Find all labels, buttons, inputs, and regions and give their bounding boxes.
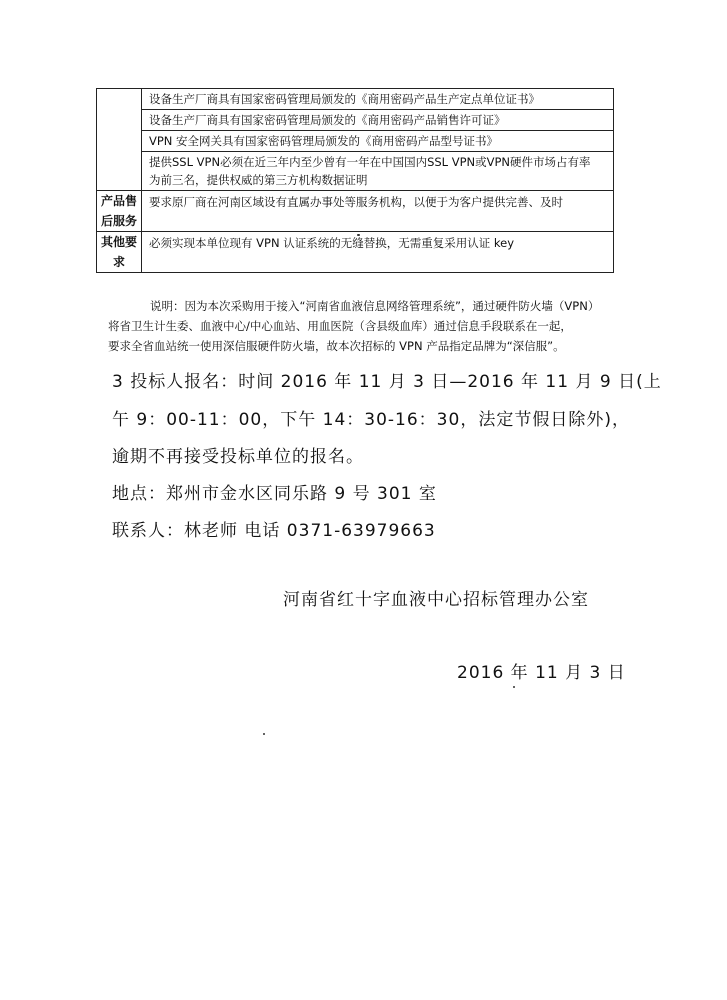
table-row [97,152,614,191]
note-line: 将省卫生计生委、血液中心/中心血站、用血医院（含县级血库）通过信息手段联系在一起， [108,319,572,333]
after-sales-label [97,191,142,232]
registration-time-line1: 3 投标人报名：时间 2016 年 11 月 3 日—2016 年 11 月 9 日(上 [112,372,662,392]
after-sales-label-line1: 产品售 [100,194,137,208]
table-row [97,89,614,110]
other-requirements-label-line2: 求 [112,255,125,269]
registration-contact: 联系人：林老师 电话 0371-63979663 [112,521,436,541]
other-requirements-label-line1: 其他要 [100,235,137,249]
other-requirements-label [97,232,142,273]
registration-time-line2: 午 9：00-11：00，下午 14：30-16：30，法定节假日除外)， [112,410,630,430]
table-row [97,110,614,131]
registration-deadline-note: 逾期不再接受投标单位的报名。 [112,447,364,467]
after-sales-label-line2: 后服务 [100,214,137,228]
issue-date: 2016 年 11 月 3 日 [457,663,626,683]
table-row [97,191,614,232]
table-row [97,131,614,152]
market-share-line2: 为前三名，提供权威的第三方机构数据证明 [149,173,368,187]
note-line: 要求全省血站统一使用深信服硬件防火墙，故本次招标的 VPN 产品指定品牌为“深信服”。 [108,339,565,353]
scan-speck [513,686,515,688]
other-requirements-cell: 必须实现本单位现有 VPN 认证系统的无缝替换，无需重复采用认证 key [142,232,614,273]
cert-model-cell: VPN 安全网关具有国家密码管理局颁发的《商用密码产品型号证书》 [142,131,614,152]
issuer-signature: 河南省红十字血液中心招标管理办公室 [283,590,589,610]
note-line: 说明：因为本次采购用于接入“河南省血液信息网络管理系统”，通过硬件防火墙（VPN） [150,299,600,313]
market-share-cell [142,152,614,191]
registration-location: 地点：郑州市金水区同乐路 9 号 301 室 [112,484,437,504]
scan-speck [263,733,265,735]
after-sales-cell: 要求原厂商在河南区域设有直属办事处等服务机构，以便于为客户提供完善、及时 [142,191,614,232]
requirements-table [96,88,614,273]
cert-production-cell: 设备生产厂商具有国家密码管理局颁发的《商用密码产品生产定点单位证书》 [142,89,614,110]
market-share-line1: 提供SSL VPN必须在近三年内至少曾有一年在中国国内SSL VPN或VPN硬件市场占有率 [149,155,591,169]
cert-sales-cell: 设备生产厂商具有国家密码管理局颁发的《商用密码产品销售许可证》 [142,110,614,131]
scan-speck [357,234,360,236]
note-paragraph [108,296,618,356]
row-label-empty [97,89,142,191]
table-row [97,232,614,273]
